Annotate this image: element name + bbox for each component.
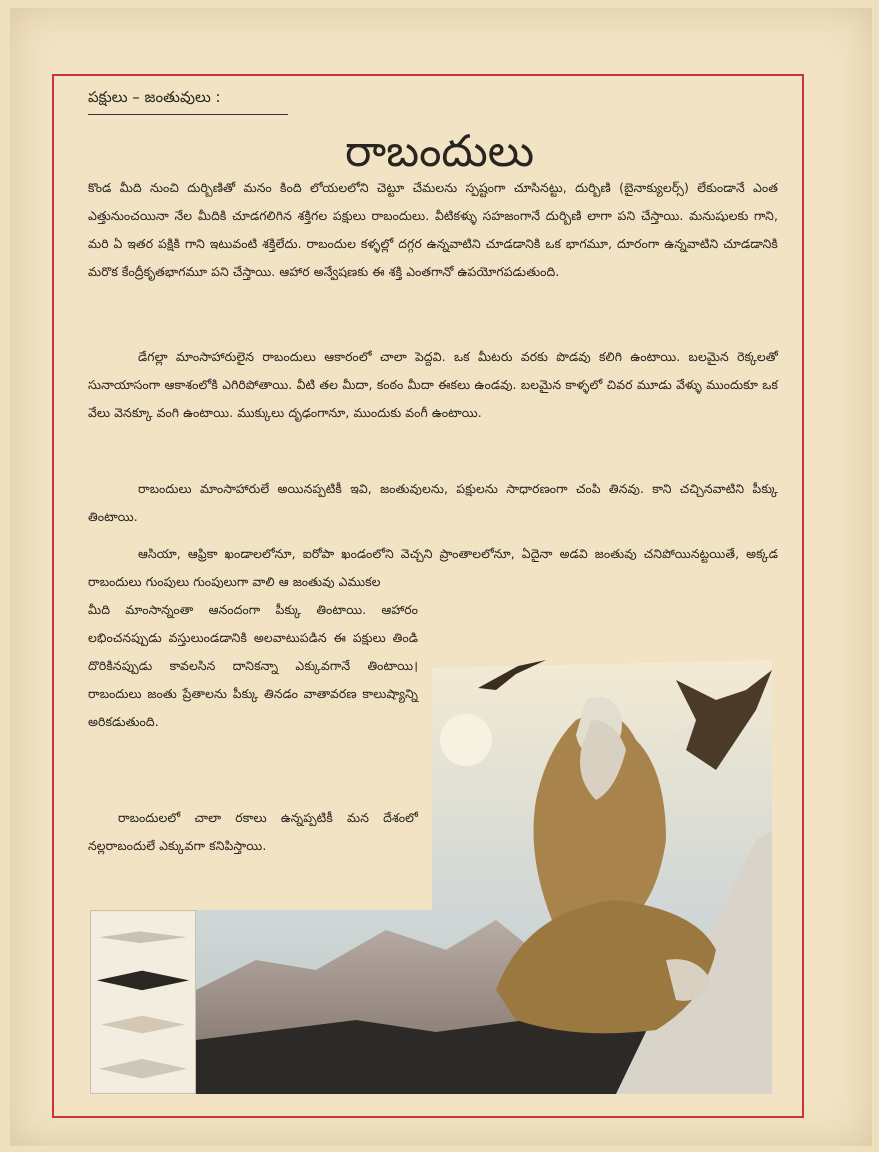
paragraph-eyesight: కొండ మీది నుంచి దుర్బిణితో మనం కింది లోయలలోని చెట్టూ చేమలను స్పష్టంగా చూసినట్టు, దుర్బిణి (బైనాక్యులర్స్) లేకుండానే ఎంత ఎత్తునుంచయినా నేల మీదికి చూడగలిగిన శక్తిగల పక్షులు రాబందులు. వీటికళ్ళు సహజంగానే దుర్బిణి లాగా పని చేస్తాయి. మనుషులకు గాని, మరి ఏ ఇతర పక్షికి గాని ఇటువంటి శక్తిలేదు. రాబందుల కళ్ళల్లో దగ్గర ఉన్నవాటిని చూడడానికి ఒక భాగమూ, దూరంగా ఉన్నవాటిని చూడడానికి మరొక కేంద్రీకృతభాగమూ పని చేస్తాయి. ఆహార అన్వేషణకు ఈ శక్తి ఎంతగానో ఉపయోగపడుతుంది. <box>88 180 778 279</box>
sun <box>440 714 492 766</box>
paragraph-india: రాబందులలో చాలా రకాలు ఉన్నప్పటికీ మన దేశంలో నల్లరాబందులే ఎక్కువగా కనిపిస్తాయి. <box>88 810 418 853</box>
section-label: పక్షులు – జంతువులు : <box>88 88 221 106</box>
section-underline <box>88 114 288 115</box>
paragraph-appearance: డేగల్లా మాంసాహారులైన రాబందులు ఆకారంలో చాలా పెద్దవి. ఒక మీటరు వరకు పొడవు కలిగి ఉంటాయి. బలమైన రెక్కలతో సునాయాసంగా ఆకాశంలోకి ఎగిరిపోతాయి. వీటి తల మీదా, కంఠం మీదా ఈకలు ఉండవు. బలమైన కాళ్ళలో చివర మూడు వేళ్ళు ముందుకూ ఒక వేలు వెనక్కూ వంగి ఉంటాయి. ముక్కులు దృఢంగానూ, ముందుకు వంగీ ఉంటాయి. <box>88 349 778 420</box>
paragraph-diet: రాబందులు మాంసాహారులే అయినప్పటికీ ఇవి, జంతువులను, పక్షులను సాధారణంగా చంపి తినవు. కాని చచ్చినవాటిని పీక్కు తింటాయి. <box>88 481 778 524</box>
paragraph-habitat: ఆసియా, ఆఫ్రికా ఖండాలలోనూ, ఐరోపా ఖండంలోని వెచ్చని ప్రాంతాలలోనూ, ఏదైనా అడవి జంతువు చనిపోయినట్టయితే, అక్కడ రాబందులు గుంపులు గుంపులుగా వాలి ఆ జంతువు ఎముకల <box>88 546 778 589</box>
page-title: రాబందులు <box>344 126 535 177</box>
paragraph-habitat-continued: మీది మాంసాన్నంతా ఆనందంగా పీక్కు తింటాయి. ఆహారం లభించనప్పుడు వస్తులుండడానికి అలవాటుపడిన ఈ పక్షులు తిండి దొరికినప్పుడు కావలసిన దానికన్నా ఎక్కువగానే తింటాయి। రాబందులు జంతు ప్రేతాలను పీక్కు తినడం వాతావరణ కాలుష్యాన్ని అరికడుతుంది. <box>88 602 418 729</box>
wing-diagram-panel <box>90 910 196 1094</box>
vulture-illustration <box>196 660 772 1094</box>
